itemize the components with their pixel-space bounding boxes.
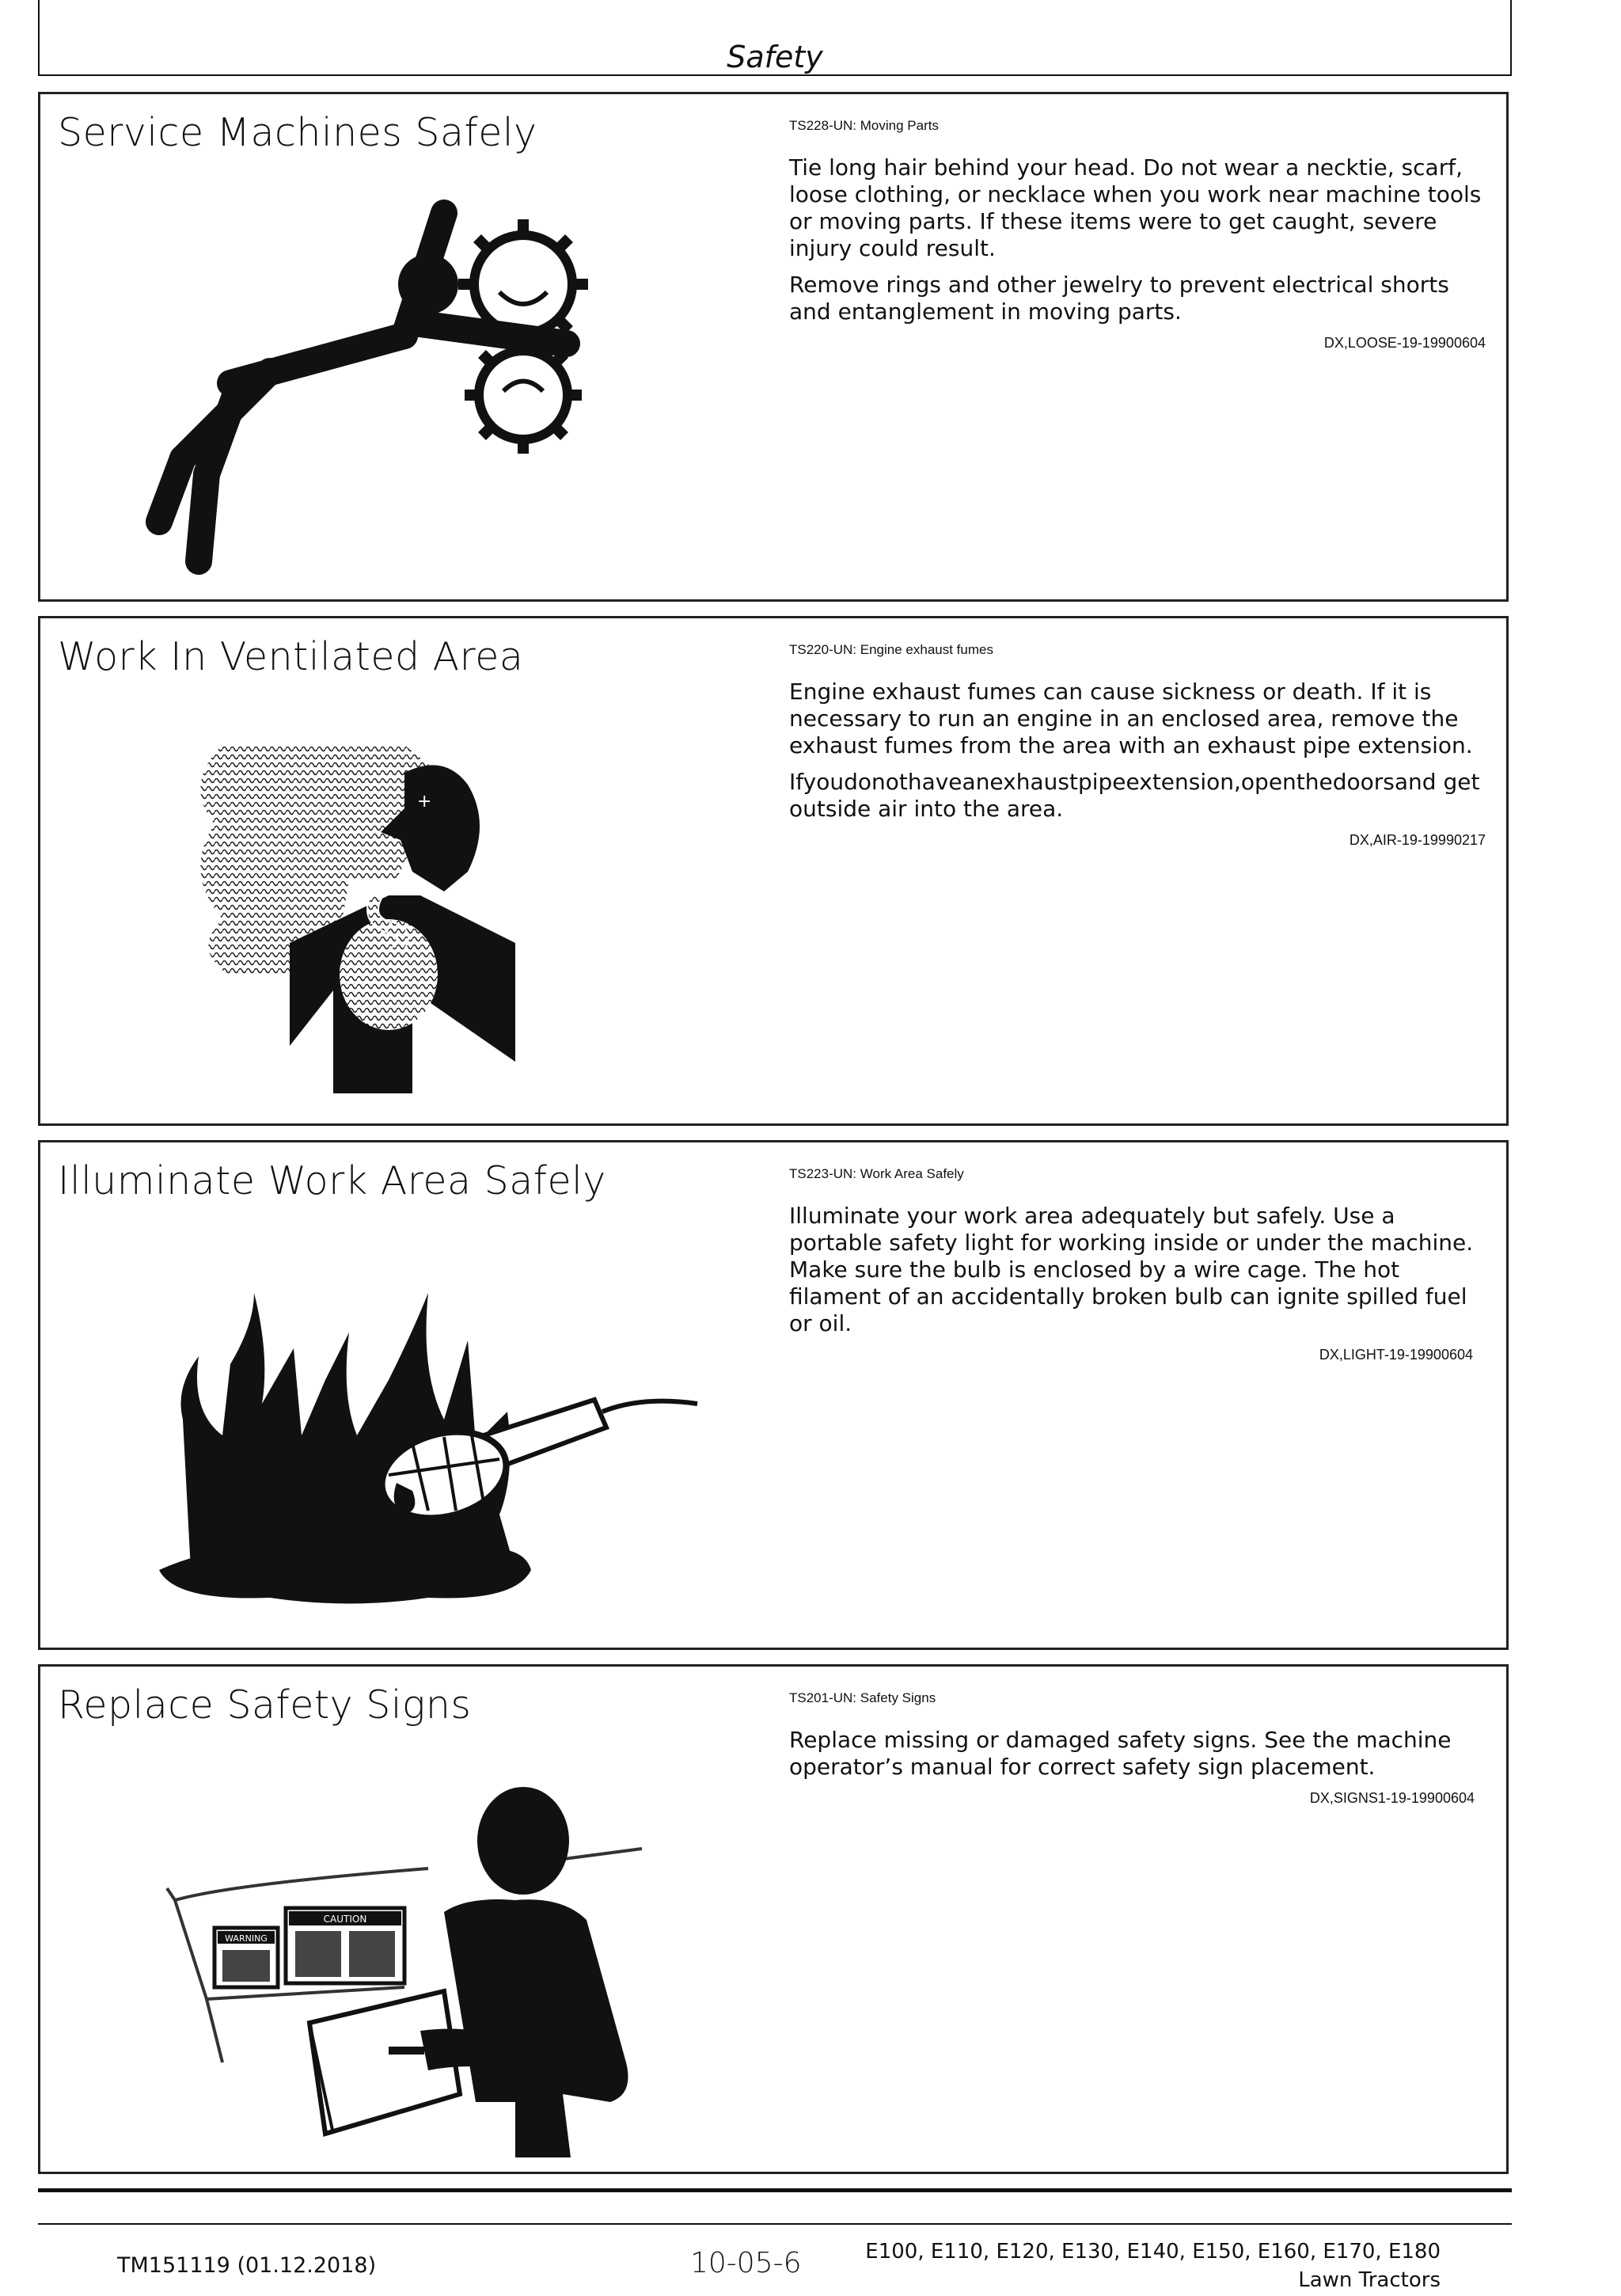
section-code: TS201-UN: Safety Signs [789,1690,936,1705]
section-title: Work In Ventilated Area [58,634,524,679]
svg-text:WARNING: WARNING [225,1933,268,1944]
safety-sign-warning [214,1928,278,1987]
footer-document-id: TM151119 (01.12.2018) [117,2253,377,2278]
section-text [789,1166,1517,1363]
person-reading-manual-icon [72,1762,737,2157]
section-illuminate-work-area [38,1140,1509,1650]
footer-product: Lawn Tractors [1298,2268,1441,2292]
section-paragraph: Tie long hair behind your head. Do not wear a necktie, scarf, loose clothing, or necklace when you work near machine tools or moving parts. If these items were to get caught, severe injury could result. [789,154,1482,261]
section-reference: DX,AIR-19-19990217 [1349,832,1486,848]
section-reference: DX,SIGNS1-19-19900604 [1309,1790,1475,1806]
section-paragraph: Ifyoudonothaveanexhaustpipeextension,openthedoorsand get outside air into the area. [789,769,1480,822]
section-text [789,1690,1517,1807]
section-paragraph: Remove rings and other jewelry to prevent electrical shorts and entanglement in moving parts. [789,272,1449,325]
broken-bulb-fire-icon [72,1237,737,1633]
section-paragraph: Illuminate your work area adequately but safely. Use a portable safety light for working inside or under the machine. Make sure the bulb is enclosed by a wire cage. The hot filament of an accidentally broken bulb can ignite spilled fuel or oil. [789,1203,1474,1336]
section-code: TS228-UN: Moving Parts [789,118,939,133]
person-inhaling-fumes-icon [72,713,737,1109]
footer-rule-thick [38,2188,1512,2192]
section-paragraph: Replace missing or damaged safety signs. See the machine operator’s manual for correct safety sign placement. [789,1727,1452,1780]
footer-page-number: 10-05-6 [690,2247,802,2279]
section-ventilated-area [38,616,1509,1126]
header-rule [38,74,1512,76]
footer-models: E100, E110, E120, E130, E140, E150, E160, E170, E180 [865,2240,1441,2264]
section-code: TS223-UN: Work Area Safely [789,1166,964,1181]
section-replace-safety-signs [38,1664,1509,2174]
svg-text:+: + [417,792,432,812]
person-caught-in-gears-icon [72,189,737,585]
section-reference: DX,LOOSE-19-19900604 [1323,335,1486,351]
section-paragraph: Engine exhaust fumes can cause sickness or death. If it is necessary to run an engine in an enclosed area, remove the exhaust fumes from the area with an exhaust pipe extension. [789,679,1473,758]
section-code: TS220-UN: Engine exhaust fumes [789,642,993,657]
section-title: Illuminate Work Area Safely [58,1158,606,1203]
section-text [789,118,1517,352]
footer-rule-thin [38,2223,1512,2225]
section-reference: DX,LIGHT-19-19900604 [1319,1347,1473,1363]
svg-text:CAUTION: CAUTION [323,1914,367,1925]
footer-product-info [865,2237,1441,2294]
section-text [789,642,1517,849]
section-title: Service Machines Safely [58,110,537,155]
safety-sign-caution [286,1908,404,1983]
section-service-machines [38,92,1509,602]
page-header-title: Safety [727,40,823,74]
section-title: Replace Safety Signs [58,1682,472,1728]
